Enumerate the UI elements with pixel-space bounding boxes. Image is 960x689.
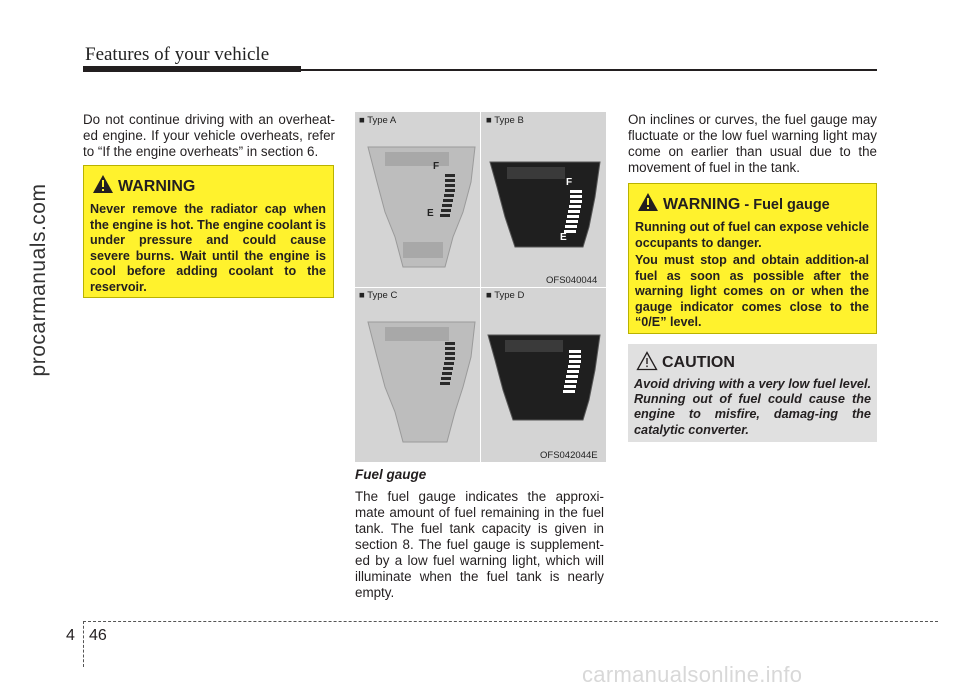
warning-para-1: Running out of fuel can expose vehicle occupants to danger.	[635, 220, 869, 250]
type-a-label: ■ Type A	[359, 115, 397, 126]
header-rule	[83, 66, 301, 72]
chapter-number: 4	[66, 627, 75, 644]
type-d-label: ■ Type D	[486, 290, 525, 301]
overheat-paragraph: Do not continue driving with an overheat-ed engine. If your vehicle overheats, refer to “If the engine overheats” in section 6.	[83, 112, 335, 159]
figure-code-bottom: OFS042044E	[540, 450, 598, 461]
page-number: 46	[89, 627, 107, 644]
gauge-a-empty-label: E	[427, 208, 434, 219]
figure-divider-horizontal	[355, 287, 606, 288]
warning-heading: WARNING	[118, 178, 196, 195]
footer-rule	[83, 621, 938, 622]
warning-heading-main: WARNING	[663, 196, 741, 213]
fuel-warning-box	[628, 183, 877, 334]
type-c-label: ■ Type C	[359, 290, 398, 301]
caution-triangle-icon	[636, 351, 658, 371]
header-rule-thin	[301, 69, 877, 71]
caution-heading: CAUTION	[662, 354, 735, 371]
gauge-type-d	[488, 335, 600, 420]
caution-box	[628, 344, 877, 442]
caution-body: Avoid driving with a very low fuel level. Running out of fuel could cause the engine to misfire, damag-ing the catalytic converter.	[634, 377, 871, 437]
gauge-b-full-label: F	[566, 177, 573, 188]
inclines-paragraph: On inclines or curves, the fuel gauge may fluctuate or the low fuel warning light may come on earlier than usual due to the movement of fuel in the tank.	[628, 112, 877, 175]
gauge-type-c	[368, 322, 475, 442]
fuel-gauge-title: Fuel gauge	[355, 467, 427, 482]
footer-watermark: carmanualsonline.info	[582, 662, 803, 687]
warning-body: Never remove the radiator cap when the engine is hot. The engine coolant is under pressure and could cause severe burns. Wait until the engine is cool before adding coolant to the reservoir.	[90, 202, 326, 294]
gauge-a-full-label: F	[433, 161, 440, 172]
footer-divider	[83, 621, 84, 667]
gauge-type-a	[368, 147, 475, 267]
warning-heading-sub: - Fuel gauge	[740, 197, 830, 213]
coolant-warning-box	[83, 165, 334, 298]
warning-triangle-icon	[92, 174, 114, 194]
warning-heading	[663, 196, 830, 214]
gauge-type-b	[490, 162, 600, 247]
page-header-title: Features of your vehicle	[85, 44, 270, 65]
warning-triangle-icon	[637, 192, 659, 212]
fuel-gauge-paragraph: The fuel gauge indicates the approxi-mate amount of fuel remaining in the fuel tank. The fuel tank capacity is given in section 8. The fuel gauge is supplement-ed by a low fuel warning light, which will illuminate when the fuel tank is nearly empty.	[355, 489, 604, 600]
figure-code-top: OFS040044	[546, 275, 598, 286]
gauge-b-empty-label: E	[560, 232, 567, 243]
type-b-label: ■ Type B	[486, 115, 524, 126]
warning-para-2: You must stop and obtain addition-al fuel as soon as possible after the warning light comes on or when the gauge indicator comes close to the “0/E” level.	[635, 253, 869, 329]
side-watermark: procarmanuals.com	[27, 183, 50, 377]
